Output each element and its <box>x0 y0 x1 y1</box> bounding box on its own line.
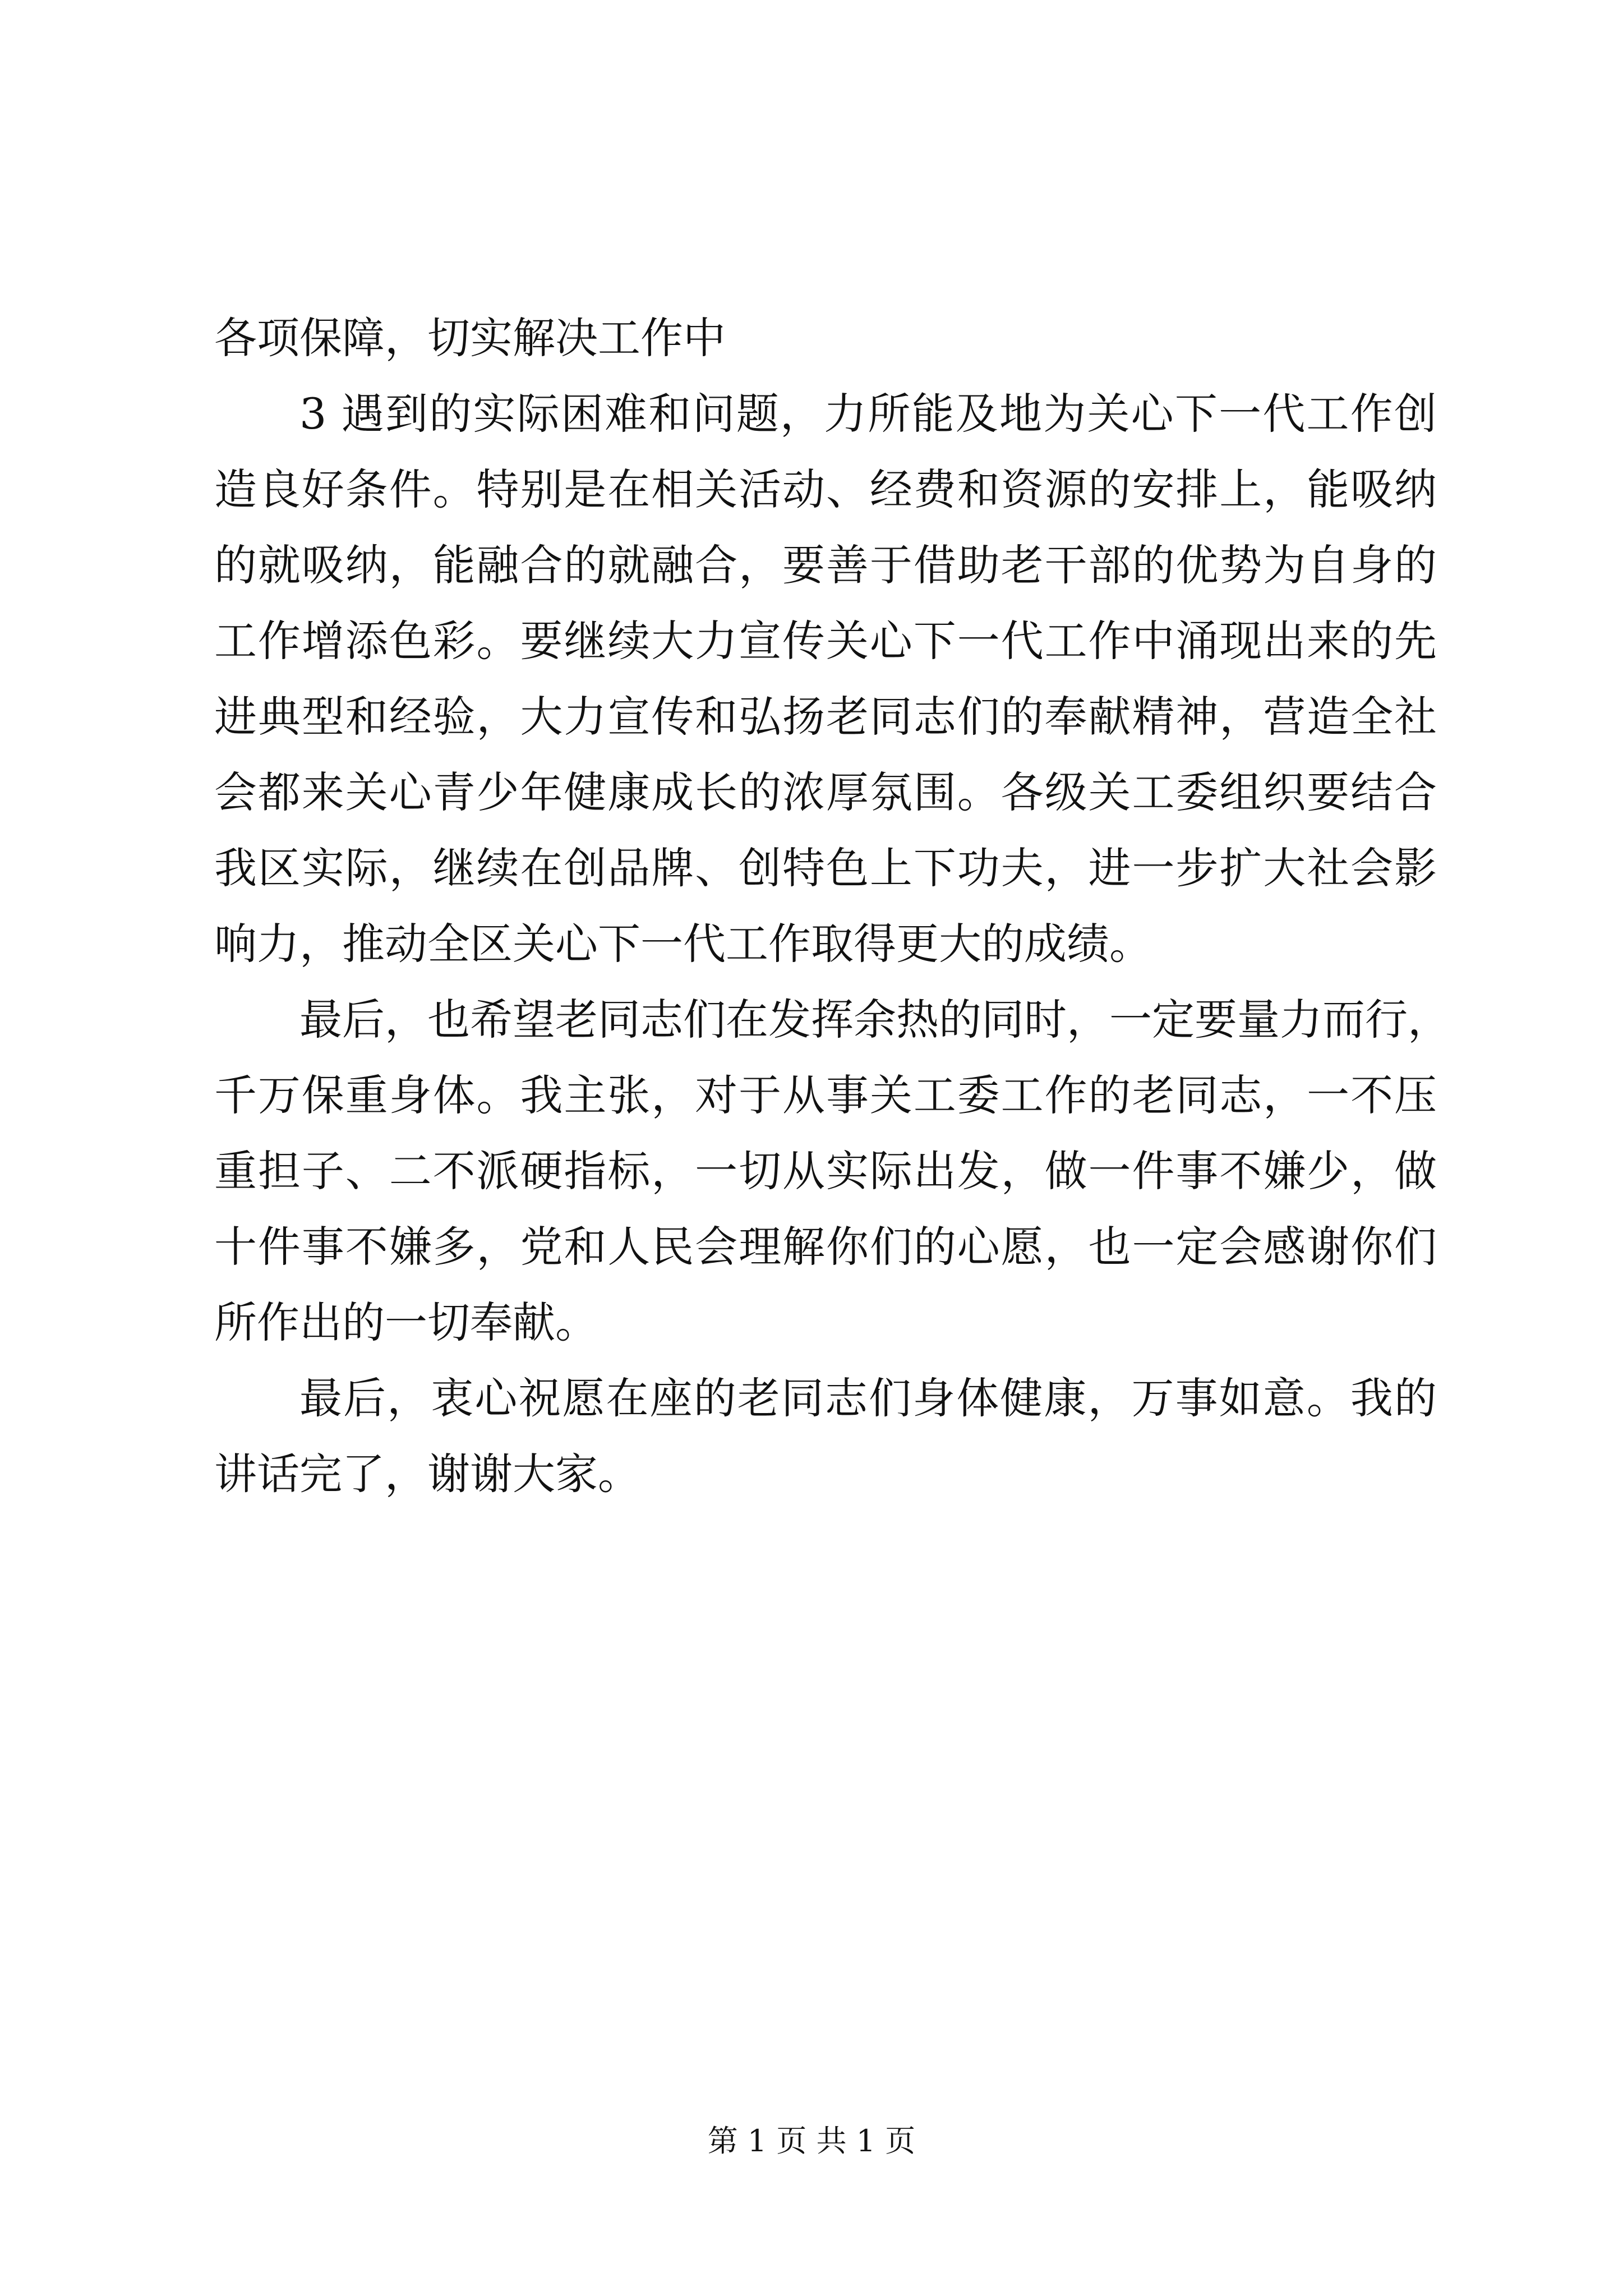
text-line: 响力，推动全区关心下一代工作取得更大的成绩。 <box>214 919 1152 969</box>
text-line: 3 遇到的实际困难和问题，力所能及地为关心下一代工作创 <box>299 389 1437 439</box>
text-line: 千万保重身体。我主张，对于从事关工委工作的老同志，一不压 <box>214 1070 1437 1120</box>
text-line: 所作出的一切奉献。 <box>214 1297 598 1347</box>
text-line: 工作增添色彩。要继续大力宣传关心下一代工作中涌现出来的先 <box>214 616 1437 666</box>
text-line: 进典型和经验，大力宣传和弘扬老同志们的奉献精神，营造全社 <box>214 692 1437 742</box>
text-line: 我区实际，继续在创品牌、创特色上下功夫，进一步扩大社会影 <box>214 843 1437 893</box>
text-line: 重担子、二不派硬指标，一切从实际出发，做一件事不嫌少，做 <box>214 1146 1437 1196</box>
text-line: 的就吸纳，能融合的就融合，要善于借助老干部的优势为自身的 <box>214 540 1437 590</box>
text-line: 会都来关心青少年健康成长的浓厚氛围。各级关工委组织要结合 <box>214 767 1437 817</box>
text-line: 最后，也希望老同志们在发挥余热的同时，一定要量力而行， <box>299 995 1450 1045</box>
page-footer: 第 1 页 共 1 页 <box>707 2123 916 2159</box>
text-line: 十件事不嫌多，党和人民会理解你们的心愿，也一定会感谢你们 <box>214 1222 1437 1272</box>
text-line: 讲话完了，谢谢大家。 <box>214 1449 640 1499</box>
document-body <box>214 300 1450 1512</box>
text-line: 最后，衷心祝愿在座的老同志们身体健康，万事如意。我的 <box>299 1373 1437 1423</box>
text-line: 造良好条件。特别是在相关活动、经费和资源的安排上，能吸纳 <box>214 464 1437 514</box>
text-line: 各项保障，切实解决工作中 <box>214 313 726 363</box>
